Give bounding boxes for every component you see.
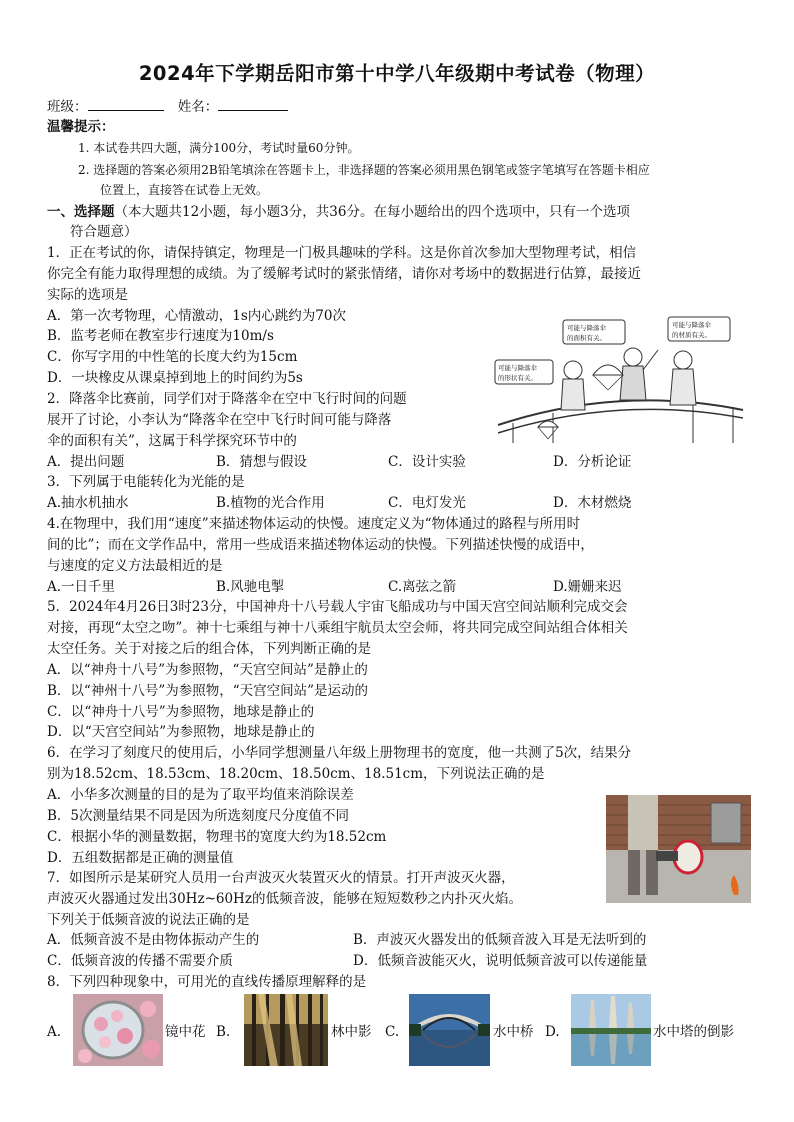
q7-stem-3: 下列关于低频音波的说法正确的是	[47, 912, 250, 928]
class-blank	[88, 97, 164, 111]
q8-option-b-label: 林中影	[331, 1024, 372, 1040]
q5-option-c[interactable]: C．以“神舟十八号”为参照物，地球是静止的	[47, 704, 315, 720]
q5-stem-1: 5．2024年4月26日3时23分，中国神舟十八号载人宇宙飞船成功与中国天宫空间站顺利完成交会	[47, 599, 628, 615]
q3-option-c[interactable]: C．电灯发光	[388, 495, 466, 511]
page-title: 2024年下学期岳阳市第十中学八年级期中考试卷（物理）	[138, 62, 656, 85]
parachute-illustration	[493, 315, 747, 445]
q7-option-c[interactable]: C．低频音波的传播不需要介质	[47, 953, 233, 969]
q8-option-c-letter[interactable]: C.	[385, 1024, 400, 1040]
section1-heading: 一、选择题	[47, 204, 115, 220]
q5-stem-3: 太空任务。关于对接之后的组合体，下列判断正确的是	[47, 641, 371, 657]
q4-stem-3: 与速度的定义方法最相近的是	[47, 558, 223, 574]
q5-option-a[interactable]: A．以“神舟十八号”为参照物，“天宫空间站”是静止的	[47, 662, 368, 678]
q1-option-b[interactable]: B．监考老师在教室步行速度为10m/s	[47, 328, 274, 344]
tips-heading: 温馨提示：	[47, 119, 115, 135]
q6-option-a[interactable]: A．小华多次测量的目的是为了取平均值来消除误差	[47, 787, 354, 803]
q2-option-a[interactable]: A．提出问题	[47, 454, 125, 470]
tip-2-cont: 位置上，直接答在试卷上无效。	[100, 183, 269, 197]
q6-stem-2: 别为18.52cm、18.53cm、18.20cm、18.50cm、18.51cm，下列说法正确的是	[47, 766, 545, 782]
q2-stem-2: 展开了讨论，小李认为“降落伞在空中飞行时间可能与降落	[47, 412, 392, 428]
q6-option-b[interactable]: B．5次测量结果不同是因为所选刻度尺分度值不同	[47, 808, 350, 824]
svg-text:可能与降落伞: 可能与降落伞	[672, 321, 711, 329]
q8-option-c-image[interactable]	[409, 994, 490, 1066]
svg-text:可能与降落伞: 可能与降落伞	[498, 364, 537, 372]
q1-option-a[interactable]: A．第一次考物理，心情激动，1s内心跳约为70次	[47, 308, 346, 324]
q1-stem-2: 你完全有能力取得理想的成绩。为了缓解考试时的紧张情绪，请你对考场中的数据进行估算，最接近	[47, 266, 641, 282]
q8-option-a-letter[interactable]: A.	[47, 1024, 62, 1040]
q8-stem: 8．下列四种现象中，可用光的直线传播原理解释的是	[47, 974, 367, 990]
q1-option-d[interactable]: D．一块橡皮从课桌掉到地上的时间约为5s	[47, 370, 303, 386]
q4-stem-2: 间的比”；而在文学作品中，常用一些成语来描述物体运动的快慢。下列描述快慢的成语中，	[47, 537, 594, 553]
section1-desc-cont: 符合题意）	[70, 224, 138, 240]
q1-stem-1: 1．正在考试的你，请保持镇定，物理是一门极具趣味的学科。这是你首次参加大型物理考试，相信	[47, 245, 637, 261]
name-blank	[218, 97, 288, 111]
q7-stem-2: 声波灭火器通过发出30Hz~60Hz的低频音波，能够在短短数秒之内扑灭火焰。	[47, 891, 522, 907]
section1-header	[47, 202, 630, 222]
q3-option-d[interactable]: D．木材燃烧	[553, 495, 632, 511]
q4-option-a[interactable]: A.一日千里	[47, 579, 116, 595]
q6-stem-1: 6．在学习了刻度尺的使用后，小华同学想测量八年级上册物理书的宽度，他一共测了5次，结果分	[47, 745, 632, 761]
q7-option-a[interactable]: A．低频音波不是由物体振动产生的	[47, 932, 260, 948]
q4-option-c[interactable]: C.离弦之箭	[388, 579, 457, 595]
q3-stem: 3．下列属于电能转化为光能的是	[47, 474, 245, 490]
q7-option-d[interactable]: D．低频音波能灭火，说明低频音波可以传递能量	[353, 953, 648, 969]
sonic-extinguisher-photo	[606, 795, 751, 903]
q8-option-d-image[interactable]	[571, 994, 651, 1066]
q2-stem-1: 2．降落伞比赛前，同学们对于降落伞在空中飞行时间的问题	[47, 391, 407, 407]
q2-option-d[interactable]: D．分析论证	[553, 454, 632, 470]
q7-stem-1: 7．如图所示是某研究人员用一台声波灭火装置灭火的情景。打开声波灭火器，	[47, 870, 515, 886]
q1-stem-3: 实际的选项是	[47, 287, 128, 303]
svg-text:的面积有关。: 的面积有关。	[567, 334, 606, 342]
section1-desc: （本大题共12小题，每小题3分，共36分。在每小题给出的四个选项中，只有一个选项	[114, 204, 630, 220]
q5-option-b[interactable]: B．以“神州十八号”为参照物，“天宫空间站”是运动的	[47, 683, 369, 699]
q6-option-d[interactable]: D．五组数据都是正确的测量值	[47, 850, 234, 866]
q2-option-b[interactable]: B．猜想与假设	[216, 454, 307, 470]
q8-option-b-image[interactable]	[244, 994, 328, 1066]
svg-text:的材质有关。: 的材质有关。	[672, 331, 711, 339]
q8-option-c-label: 水中桥	[493, 1024, 534, 1040]
q5-stem-2: 对接，再现“太空之吻”。神十七乘组与神十八乘组宇航员太空会师，将共同完成空间站组合体相关	[47, 620, 628, 636]
q5-option-d[interactable]: D．以“天宫空间站”为参照物，地球是静止的	[47, 724, 315, 740]
svg-text:可能与降落伞: 可能与降落伞	[567, 324, 606, 332]
q4-option-d[interactable]: D.姗姗来迟	[553, 579, 622, 595]
q7-option-b[interactable]: B．声波灭火器发出的低频音波入耳是无法听到的	[353, 932, 647, 948]
svg-text:的形状有关。: 的形状有关。	[498, 374, 537, 382]
q8-option-d-label: 水中塔的倒影	[653, 1024, 734, 1040]
q2-option-c[interactable]: C．设计实验	[388, 454, 466, 470]
q3-option-a[interactable]: A.抽水机抽水	[47, 495, 129, 511]
q6-option-c[interactable]: C．根据小华的测量数据，物理书的宽度大约为18.52cm	[47, 829, 387, 845]
class-label: 班级：	[47, 99, 88, 115]
name-label: 姓名：	[177, 99, 219, 115]
tip-1: 1. 本试卷共四大题，满分100分，考试时量60分钟。	[78, 141, 360, 155]
q4-stem-1: 4.在物理中，我们用“速度”来描述物体运动的快慢。速度定义为“物体通过的路程与所用时	[47, 516, 581, 532]
student-info	[47, 97, 288, 117]
q2-stem-3: 伞的面积有关”，这属于科学探究环节中的	[47, 433, 297, 449]
q8-option-a-image[interactable]	[73, 994, 163, 1066]
tip-2: 2. 选择题的答案必须用2B铅笔填涂在答题卡上，非选择题的答案必须用黑色钢笔或签字笔填写在答题卡相应	[78, 163, 650, 177]
q8-option-a-label: 镜中花	[165, 1024, 206, 1040]
q1-option-c[interactable]: C．你写字用的中性笔的长度大约为15cm	[47, 349, 298, 365]
q4-option-b[interactable]: B.风驰电掣	[216, 579, 285, 595]
q3-option-b[interactable]: B.植物的光合作用	[216, 495, 325, 511]
q8-option-d-letter[interactable]: D.	[545, 1024, 560, 1040]
q8-option-b-letter[interactable]: B.	[216, 1024, 231, 1040]
